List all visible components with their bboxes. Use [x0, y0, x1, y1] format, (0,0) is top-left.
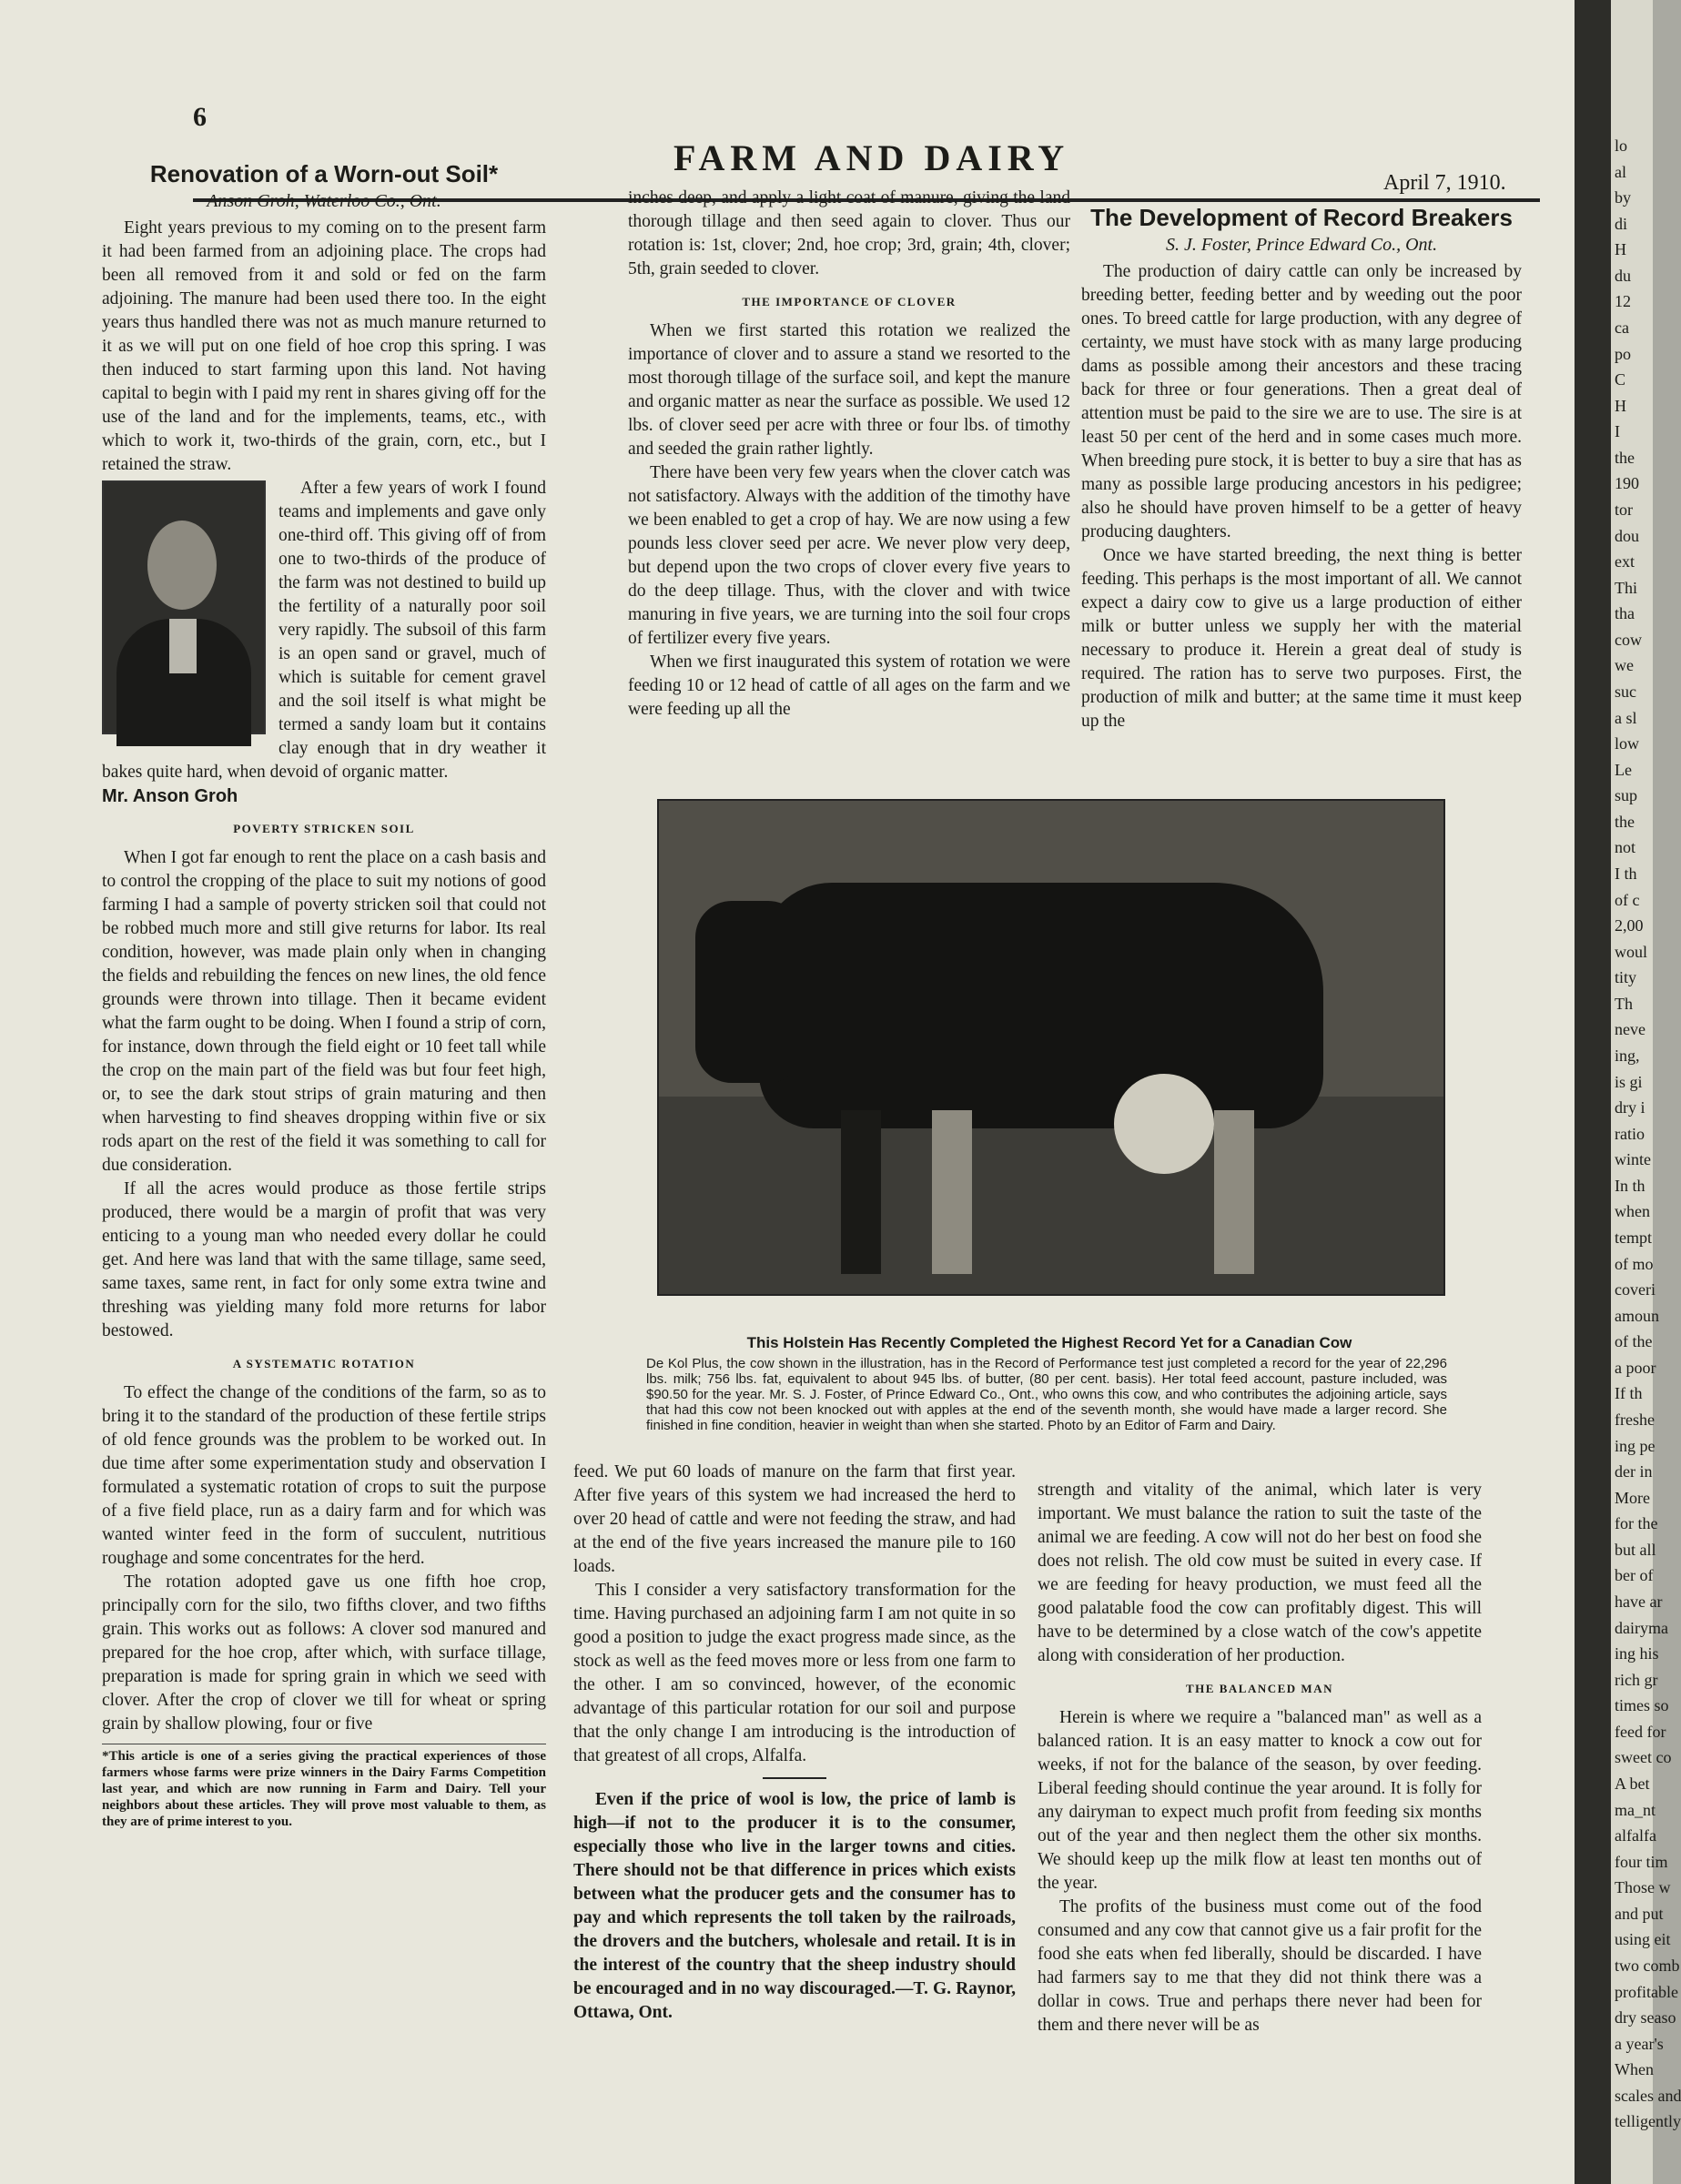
section-subhead: THE BALANCED MAN — [1186, 1682, 1333, 1695]
next-page-fragment: have ar — [1615, 1592, 1663, 1611]
paragraph: feed. We put 60 loads of manure on the farm that first year. After five years of this system we had increased the herd to over 20 head of cattle and were not feeding the straw, and had at the end of the five years increased the manure pile to 160 loads. — [573, 1462, 1016, 1576]
footnote: *This article is one of a series giving the practical experiences of those farmers whose farms were prize winners in the Dairy Farms Competition last year, and which are now running in Farm and Dairy. Tell your neighbors about these articles. They will prove most valuable to them, as they are of prime interest to you. — [102, 1744, 546, 1830]
paragraph: To effect the change of the conditions of the farm, so as to bring it to the standard of the production of these fertile strips of old fence grounds was the problem to be worked out. In due time after some experimentation study and observation I formulated a systematic rotation of crops to suit the purpose of a five field place, run as a dairy farm and for which was wanted winter feed in the form of succulent, nutritious roughage and some concentrates for the herd. — [102, 1383, 546, 1568]
next-page-fragment: lo — [1615, 136, 1628, 155]
next-page-fragment: 12 — [1615, 292, 1631, 311]
next-page-fragment: If th — [1615, 1384, 1643, 1403]
next-page-fragment: Th — [1615, 994, 1633, 1013]
next-page-fragment: ext — [1615, 552, 1635, 571]
photo-title: This Holstein Has Recently Completed the Highest Record Yet for a Canadian Cow — [746, 1334, 1352, 1351]
next-page-fragment: alfalfa — [1615, 1826, 1656, 1845]
next-page-fragment: I th — [1615, 864, 1637, 883]
next-page-fragment: suc — [1615, 682, 1636, 701]
next-page-fragment: dou — [1615, 526, 1639, 545]
issue-date: April 7, 1910. — [1383, 171, 1506, 195]
next-page-fragment: winte — [1615, 1150, 1651, 1169]
next-page-fragment: ma_nt — [1615, 1800, 1656, 1819]
next-page-fragment: but all — [1615, 1540, 1656, 1559]
photo-caption: De Kol Plus, the cow shown in the illustration, has in the Record of Performance test just completed a record for the year of 22,296 lbs. milk; 756 lbs. fat, equivalent to about 945 lbs. of butter, (80 per cent. basis). Her total feed account, pasture included, was $90.50 for the year. Mr. S. J. Foster, of Prince Edward Co., Ont., who owns this cow, and who contributes the adjoining article, says that had this cow not been knocked out with apples at the end of the seventh month, she would have made a larger record. She finished in fine condition, heavier in weight than when she started. Photo by an Editor of Farm and Dairy. — [646, 1356, 1447, 1433]
section-subhead: A SYSTEMATIC ROTATION — [232, 1357, 416, 1370]
next-page-fragment: four tim — [1615, 1852, 1668, 1871]
next-page-fragment: the — [1615, 812, 1635, 831]
next-page-fragment: of c — [1615, 890, 1640, 909]
next-page-fragment: profitable — [1615, 1982, 1678, 2001]
next-page-fragment: I — [1615, 422, 1620, 441]
column-1 — [102, 162, 546, 1830]
article-headline: Renovation of a Worn-out Soil* — [149, 160, 499, 187]
next-page-fragment: tor — [1615, 500, 1633, 519]
next-page-fragment: When — [1615, 2060, 1654, 2079]
paragraph: strength and vitality of the animal, which later is very important. We must balance the ration to suit the taste of the animal we are feeding. A cow will not do her best on food she does not relish. The old cow must be suited in every case. If we are feeding for heavy production, we must feed all the good palatable food the cow can profitably digest. This will have to be determined by a close watch of the cow's appetite along with consideration of her production. — [1038, 1481, 1482, 1665]
paragraph: When we first inaugurated this system of rotation we were feeding 10 or 12 head of cattle of all ages on the farm and we were feeding up all the — [628, 652, 1070, 719]
paragraph: The profits of the business must come out of the food consumed and any cow that cannot give us a fair profit for the food she eats when fed liberally, should be discarded. I have had farmers say to me that they did not think there was a dollar in cows. True and perhaps there never had been for them and there never will be as — [1038, 1897, 1482, 2035]
next-page-fragment: we — [1615, 656, 1634, 675]
binding-gutter — [1575, 0, 1611, 2184]
next-page-fragment: amoun — [1615, 1306, 1659, 1325]
masthead: FARM AND DAIRY — [673, 137, 1070, 178]
next-page-fragment: when — [1615, 1202, 1650, 1221]
next-page-fragment: der in — [1615, 1462, 1653, 1481]
next-page-fragment: two comb — [1615, 1956, 1680, 1975]
next-page-fragment: not — [1615, 838, 1636, 857]
next-page-fragment: using eit — [1615, 1930, 1671, 1949]
next-page-fragment: ca — [1615, 318, 1629, 337]
section-subhead: THE IMPORTANCE OF CLOVER — [742, 295, 957, 308]
next-page-edge — [1611, 0, 1681, 2184]
next-page-fragment: sup — [1615, 786, 1638, 805]
next-page-fragment: of mo — [1615, 1254, 1654, 1273]
next-page-fragment: ing pe — [1615, 1436, 1656, 1455]
divider — [763, 1777, 826, 1779]
next-page-fragment: dry seaso — [1615, 2008, 1676, 2027]
paragraph: Herein is where we require a "balanced man" as well as a balanced ration. It is an easy matter to knock a cow out for weeks, if not for the balance of the season, by over feeding. Liberal feeding should continue the year around. It is folly for any dairyman to expect much profit from feeding six months out of the year and then neglect them the other six months. We should keep up the milk flow at least ten months out of the year. — [1038, 1708, 1482, 1893]
next-page-fragment: dairyma — [1615, 1618, 1668, 1637]
paragraph: Eight years previous to my coming on to the present farm it had been farmed from an adjoining place. The crops had been all removed from it and sold or fed on the farm adjoining. The manure had been used there too. In the eight years thus handled there was not as much manure returned to it as we will put on one field of hoe crop this spring. I was then induced to start farming upon this land. Not having capital to begin with I paid my rent in shares giving off for the use of the land and for the implements, teams, etc., with which to work it, two-thirds of the grain, corn, etc., but I retained the straw. — [102, 218, 546, 474]
next-page-fragment: ber of — [1615, 1566, 1654, 1585]
column-3-top — [1081, 206, 1522, 733]
page-number: 6 — [193, 102, 207, 132]
next-page-fragment: di — [1615, 214, 1628, 233]
paragraph: inches deep, and apply a light coat of manure, giving the land thorough tillage and then seed again to clover. Thus our rotation is: 1st, clover; 2nd, hoe crop; 3rd, grain; 4th, clover; 5th, grain seeded to clover. — [628, 188, 1070, 278]
next-page-fragment: In th — [1615, 1176, 1646, 1195]
section-subhead: POVERTY STRICKEN SOIL — [233, 822, 415, 835]
column-2-bottom — [573, 1461, 1016, 2025]
next-page-fragment: sweet co — [1615, 1748, 1672, 1767]
next-page-fragment: du — [1615, 266, 1631, 285]
next-page-fragment: rich gr — [1615, 1670, 1658, 1689]
next-page-fragment: H — [1615, 396, 1626, 415]
next-page-fragment: the — [1615, 448, 1635, 467]
paragraph: This I consider a very satisfactory transformation for the time. Having purchased an adjoining farm I am not quite in so good a position to judge the exact progress made since, as the stock as well as the feed moves more or less from one farm to the other. I am so convinced, however, of the economic advantage of this particular rotation for our soil and purpose that the only change I am introducing is the introduction of that greatest of all crops, Alfalfa. — [573, 1581, 1016, 1765]
next-page-fragment: a year's — [1615, 2034, 1664, 2053]
portrait-caption: Mr. Anson Groh — [102, 786, 238, 806]
next-page-fragment: feed for — [1615, 1722, 1666, 1741]
next-page-fragment: po — [1615, 344, 1631, 363]
next-page-fragment: woul — [1615, 942, 1647, 961]
paragraph: There have been very few years when the clover catch was not satisfactory. Always with the addition of the timothy have we been enabled to get a crop of hay. We are now using a few pounds less clover seed per acre. We never plow very deep, but depend upon the two crops of clover every five years to do the deep tillage. Thus, with the clover and with twice manuring in five years, we are turning into the soil four crops of fertilizer every five years. — [628, 463, 1070, 648]
article-byline: Anson Groh, Waterloo Co., Ont. — [207, 191, 441, 211]
next-page-fragment: a poor — [1615, 1358, 1656, 1377]
next-page-fragment: of the — [1615, 1332, 1653, 1351]
next-page-fragment: ing his — [1615, 1644, 1659, 1663]
next-page-fragment: for the — [1615, 1514, 1658, 1533]
column-3-bottom — [1038, 1479, 1482, 2037]
next-page-fragment: tity — [1615, 968, 1637, 987]
next-page-fragment: cow — [1615, 630, 1642, 649]
holstein-photo — [657, 799, 1445, 1296]
column-2-top — [628, 187, 1070, 722]
next-page-fragment: neve — [1615, 1020, 1646, 1039]
article-byline: S. J. Foster, Prince Edward Co., Ont. — [1165, 235, 1438, 255]
next-page-fragment: Thi — [1615, 578, 1637, 597]
next-page-fragment: dry i — [1615, 1098, 1646, 1117]
next-page-fragment: 190 — [1615, 474, 1639, 493]
author-portrait — [102, 480, 266, 734]
next-page-fragment: More — [1615, 1488, 1650, 1507]
next-page-fragment: C — [1615, 370, 1626, 389]
next-page-fragment: low — [1615, 734, 1639, 753]
paragraph: The rotation adopted gave us one fifth hoe crop, principally corn for the silo, two fifths clover, and two fifths grain. This works out as follows: A clover sod manured and prepared for the hoe crop, after which, with surface tillage, preparation is made for spring grain in which we seed with clover. After the crop of clover we till for wheat or spring grain by shallow plowing, four or five — [102, 1572, 546, 1734]
next-page-fragment: a sl — [1615, 708, 1637, 727]
next-page-fragment: tempt — [1615, 1228, 1652, 1247]
paragraph: When I got far enough to rent the place on a cash basis and to control the cropping of the place to suit my notions of good farming I had a sample of poverty stricken soil that could not be robbed much more and still give returns for labor. Its real condition, however, was made plain only when in changing the fields and rebuilding the fences on new lines, the old fence grounds were thrown into tillage. Then it became evident what the farm ought to be doing. When I found a strip of corn, for instance, down through the field eight or 10 feet tall while the crop on the main part of the field was but four feet high, or, to see the dark stout strips of grain maturing and then when harvesting to find sheaves dropping within five or six rods apart on the rest of the field it was something to call for due consideration. — [102, 848, 546, 1175]
next-page-fragment: Le — [1615, 760, 1632, 779]
next-page-fragment: times so — [1615, 1696, 1669, 1715]
next-page-fragment: is gi — [1615, 1072, 1643, 1091]
next-page-fragment: Those w — [1615, 1878, 1671, 1897]
next-page-fragment: by — [1615, 188, 1631, 207]
next-page-fragment: A bet — [1615, 1774, 1650, 1793]
next-page-fragment: 2,00 — [1615, 916, 1644, 935]
next-page-fragment: telligently — [1615, 2112, 1681, 2131]
next-page-fragment: tha — [1615, 604, 1635, 623]
next-page-fragment: ratio — [1615, 1124, 1645, 1143]
next-page-fragment: scales and — [1615, 2086, 1681, 2105]
next-page-fragment: and put — [1615, 1904, 1664, 1923]
next-page-fragment: ing, — [1615, 1046, 1640, 1065]
paragraph: When we first started this rotation we realized the importance of clover and to assure a stand we resorted to the most thorough tillage of the surface soil, and kept the manure and organic matter as near the surface as possible. We used 12 lbs. of clover seed per acre with three or four lbs. of timothy and seeded the grain rather lightly. — [628, 321, 1070, 459]
paragraph: After a few years of work I found teams and implements and gave only one-third off. This giving off of from one to two-thirds of the produce of the farm was not destined to build up the fertility of a naturally poor soil very rapidly. The subsoil of this farm is an open sand or gravel, much of which is suitable for cement gravel and the soil itself is what might be termed a sandy loam but it contains clay enough that in dry weather it bakes quite hard, when devoid of organic matter. — [102, 479, 546, 782]
next-page-fragment: coveri — [1615, 1280, 1656, 1299]
next-page-fragment: al — [1615, 162, 1626, 181]
next-page-fragment: H — [1615, 240, 1626, 259]
next-page-fragment: freshe — [1615, 1410, 1655, 1429]
wool-paragraph: Even if the price of wool is low, the price of lamb is high—if not to the producer it is to the consumer, especially those who live in the larger towns and cities. There should not be that difference in prices which exists between what the producer gets and the consumer has to pay and which represents the toll taken by the railroads, the drovers and the butchers, wholesale and retail. It is in the interest of the country that the sheep industry should be encouraged and in no way discouraged.—T. G. Raynor, Ottawa, Ont. — [573, 1790, 1016, 2022]
article-headline: The Development of Record Breakers — [1090, 204, 1513, 231]
paragraph: The production of dairy cattle can only be increased by breeding better, feeding better and by weeding out the poor ones. To breed cattle for large production, with any degree of certainty, we must have stock with as many large producing dams as possible among their ancestors and these tracing back for three or four generations. Then a great deal of attention must be paid to the sire we are to use. The sire is at least 50 per cent of the herd and in some cases much more. When breeding pure stock, it is better to buy a sire that has as many as possible large producing ancestors in his pedigree; also he should have proven himself to be a getter of heavy producing daughters. — [1081, 262, 1522, 541]
paragraph: Once we have started breeding, the next thing is better feeding. This perhaps is the most important of all. We cannot expect a dairy cow to give us a large production of either milk or butter unless we supply her with the material necessary to produce it. Herein a great deal of study is required. The ration has to serve two purposes. First, the production of milk and butter; at the same time it must keep up the — [1081, 546, 1522, 731]
paragraph: If all the acres would produce as those fertile strips produced, there would be a margin of profit that was very enticing to a young man who needed every dollar he could get. And here was land that with the same tillage, same seed, same taxes, same rent, in fact for only some extra twine and threshing was yielding many fold more returns for labor bestowed. — [102, 1179, 546, 1340]
